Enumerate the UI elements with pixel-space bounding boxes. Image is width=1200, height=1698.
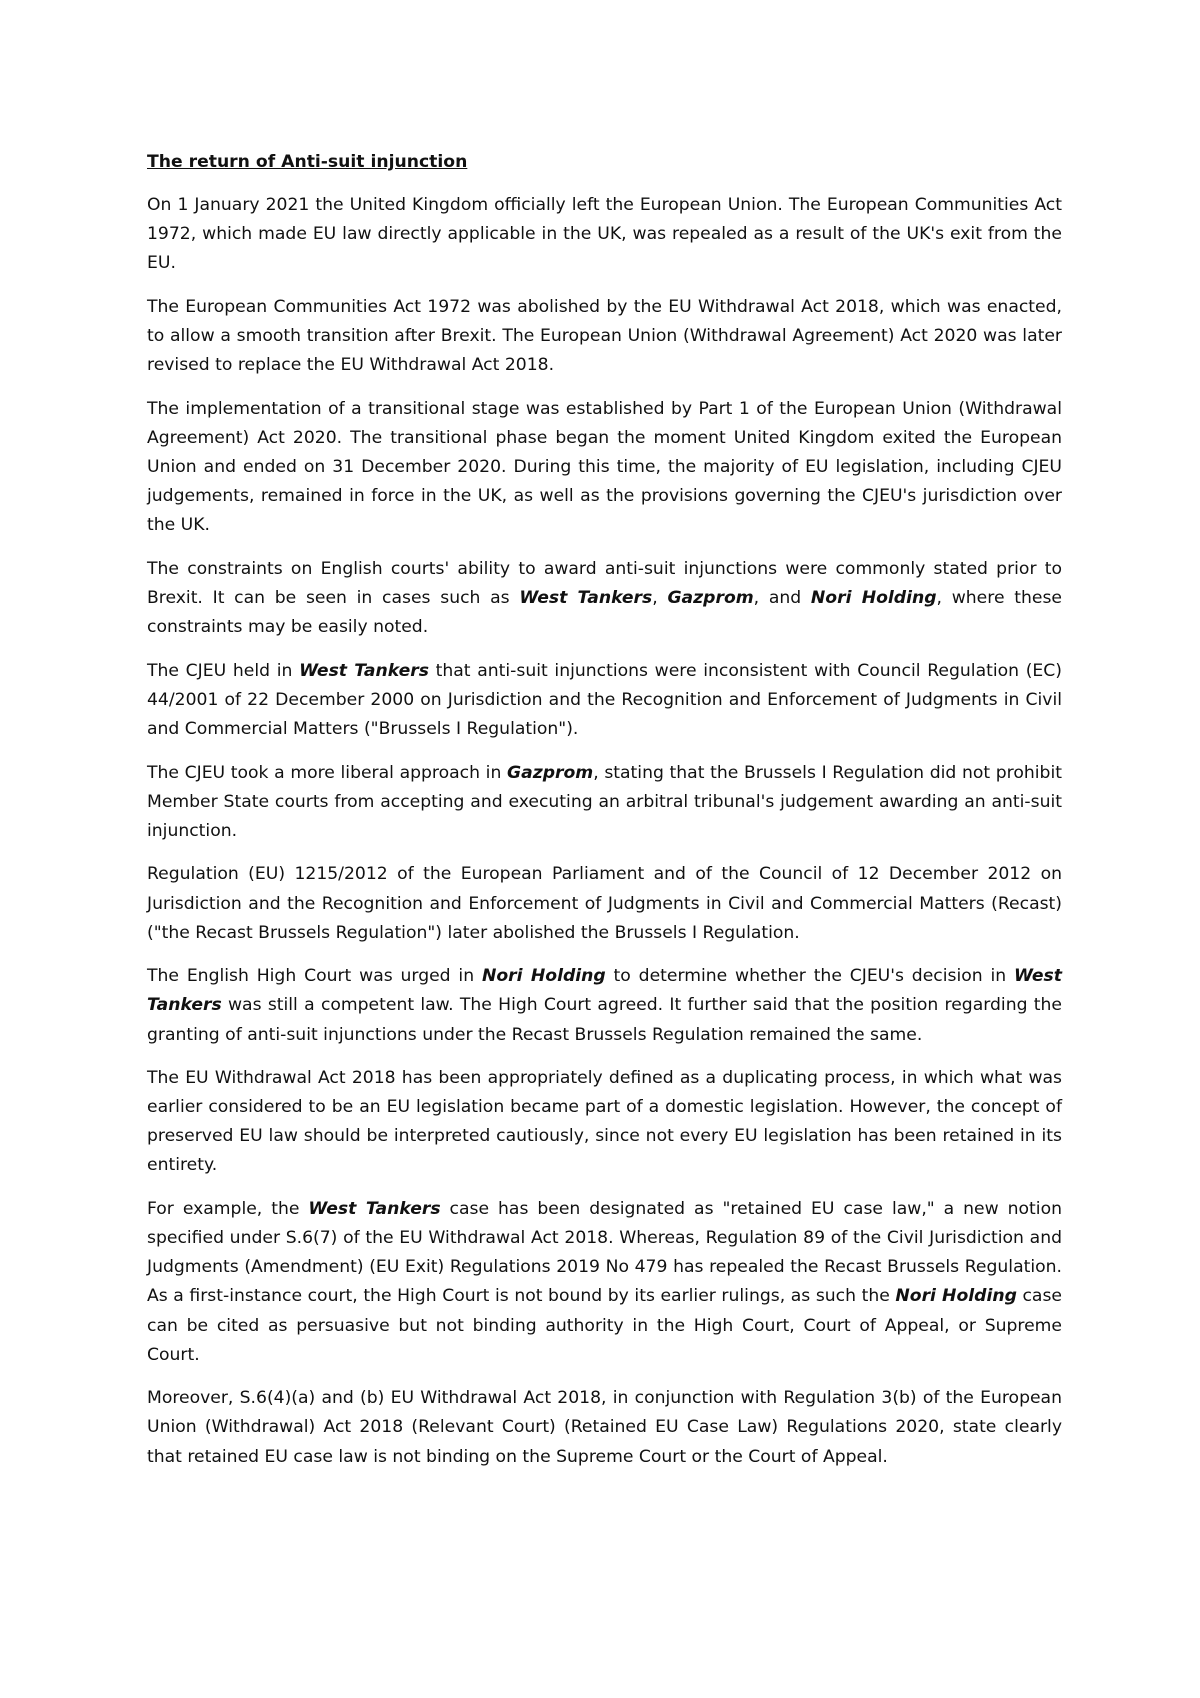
paragraph-text: The English High Court was urged in bbox=[147, 966, 482, 987]
paragraph-text: was still a competent law. The High Court agreed. It further said that the position regarding the granting of anti-suit injunctions under the Recast Brussels Regulation remained the same. bbox=[147, 995, 1062, 1045]
paragraph-text: that anti-suit injunctions were inconsistent with Council Regulation (EC) 44/2001 of 22 December 2000 on Jurisdiction and the Recognition and Enforcement of Judgments in Civil and Commercial Matters ("Brussels I Regulation"). bbox=[147, 660, 1062, 739]
paragraph bbox=[147, 657, 1062, 744]
paragraph bbox=[147, 555, 1062, 642]
paragraph-text: The European Communities Act 1972 was abolished by the EU Withdrawal Act 2018, which was enacted, to allow a smooth transition after Brexit. The European Union (Withdrawal Agreement) Act 2020 was later revised to replace the EU Withdrawal Act 2018. bbox=[147, 296, 1062, 376]
document-title: The return of Anti-suit injunction bbox=[147, 152, 468, 172]
paragraph bbox=[147, 1064, 1062, 1180]
paragraph bbox=[147, 293, 1062, 380]
paragraph-text: , and bbox=[753, 587, 811, 608]
case-name: Nori Holding bbox=[481, 966, 606, 987]
paragraph-text: The implementation of a transitional stage was established by Part 1 of the European Union (Withdrawal Agreement) Act 2020. The transitional phase began the moment United Kingdom exited the European Union and ended on 31 December 2020. During this time, the majority of EU legislation, including CJEU judgements, remained in force in the UK, as well as the provisions governing the CJEU's jurisdiction over the UK. bbox=[147, 398, 1062, 536]
paragraph-text: to determine whether the CJEU's decision in bbox=[605, 966, 1015, 987]
paragraph-text: , where these constraints may be easily noted. bbox=[147, 587, 1062, 637]
case-name: Nori Holding bbox=[810, 587, 937, 608]
paragraph-text: case can be cited as persuasive but not binding authority in the High Court, Court of Appeal, or Supreme Court. bbox=[147, 1286, 1062, 1365]
paragraph-text: , bbox=[652, 587, 668, 608]
paragraph-text: The EU Withdrawal Act 2018 has been appropriately defined as a duplicating process, in which what was earlier considered to be an EU legislation became part of a domestic legislation. However, the concept of preserved EU law should be interpreted cautiously, since not every EU legislation has been retained in its entirety. bbox=[147, 1068, 1062, 1176]
paragraph bbox=[147, 1195, 1062, 1370]
paragraph-text: The constraints on English courts' ability to award anti-suit injunctions were commonly stated prior to Brexit. It can be seen in cases such as bbox=[147, 558, 1062, 608]
paragraph-text: Regulation (EU) 1215/2012 of the European Parliament and of the Council of 12 December 2012 on Jurisdiction and the Recognition and Enforcement of Judgments in Civil and Commercial Matters (Recast) ("the Recast Brussels Regulation") later abolished the Brussels I Regulation. bbox=[147, 864, 1062, 943]
paragraph-text: Moreover, S.6(4)(a) and (b) EU Withdrawal Act 2018, in conjunction with Regulation 3(b) of the European Union (Withdrawal) Act 2018 (Relevant Court) (Retained EU Case Law) Regulations 2020, state clearly that retained EU case law is not binding on the Supreme Court or the Court of Appeal. bbox=[147, 1388, 1062, 1467]
paragraph-text: case has been designated as "retained EU case law," a new notion specified under S.6(7) of the EU Withdrawal Act 2018. Whereas, Regulation 89 of the Civil Jurisdiction and Judgments (Amendment) (EU Exit) Regulations 2019 No 479 has repealed the Recast Brussels Regulation. As a first-instance court, the High Court is not bound by its earlier rulings, as such the bbox=[147, 1199, 1062, 1307]
case-name: West Tankers bbox=[147, 966, 1062, 1016]
paragraph bbox=[147, 962, 1062, 1049]
paragraph bbox=[147, 191, 1062, 278]
paragraph bbox=[147, 759, 1062, 846]
paragraph bbox=[147, 860, 1062, 947]
paragraph bbox=[147, 395, 1062, 540]
paragraph bbox=[147, 1384, 1062, 1471]
paragraph-text: For example, the bbox=[147, 1199, 309, 1220]
paragraph-text: The CJEU took a more liberal approach in bbox=[147, 762, 507, 783]
case-name: Gazprom bbox=[667, 587, 754, 608]
document-body bbox=[147, 191, 1062, 1472]
case-name: West Tankers bbox=[519, 587, 653, 608]
paragraph-text: , stating that the Brussels I Regulation did not prohibit Member State courts from accepting and executing an arbitral tribunal's judgement awarding an anti-suit injunction. bbox=[147, 762, 1062, 841]
case-name: West Tankers bbox=[308, 1199, 441, 1220]
paragraph-text: On 1 January 2021 the United Kingdom officially left the European Union. The European Communities Act 1972, which made EU law directly applicable in the UK, was repealed as a result of the UK's exit from the EU. bbox=[147, 195, 1062, 274]
case-name: West Tankers bbox=[299, 660, 429, 681]
case-name: Gazprom bbox=[507, 762, 594, 783]
paragraph-text: The CJEU held in bbox=[147, 660, 300, 681]
case-name: Nori Holding bbox=[895, 1286, 1017, 1307]
